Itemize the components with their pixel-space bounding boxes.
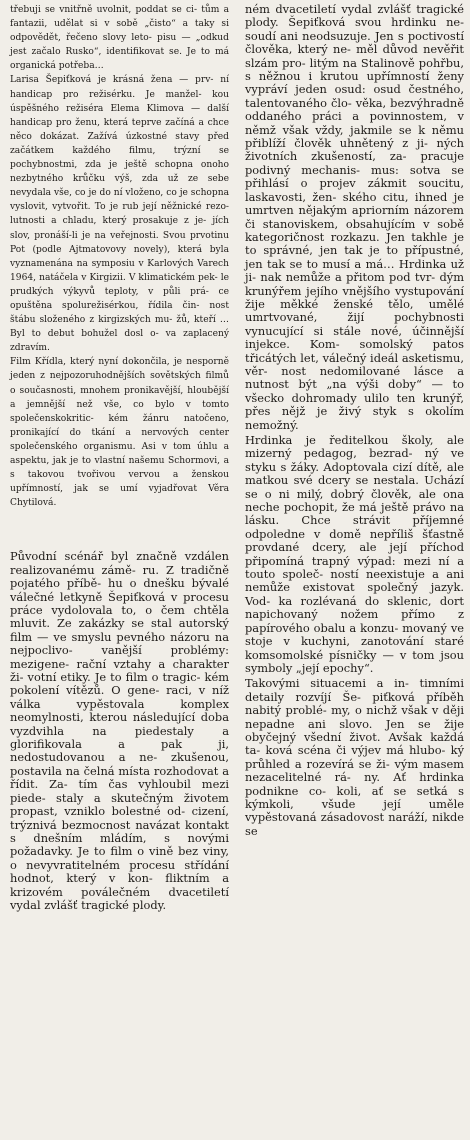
paragraph: Film Křídla, který nyní dokončila, je nesporně jeden z nejpozoruhodnějších sovětských filmů o současnosti, mnohem pronikavější, hloubější a jemnější než vše, co bylo v tomto společenskokritic- kém žánru natočeno, pronikající do tkání a nervových center společenského organismu. Asi v tom úhlu a aspektu, jak je to vlastní našemu Schormovi, a s takovou tvořivou vervou a ženskou upřímností, jak se umí vyjadřovat Věra Chytilová.	[10, 357, 229, 509]
paragraph: Původní scénář byl značně vzdálen realizovanému zámě- ru. Z tradičně pojatého příbě- hu o dnešku bývalé válečné letkyně Šepiťková v procesu práce vydolovala to, o čem chtěla mluvit. Ze zakázky se stal autorský film — ve smyslu pevného názoru na nejpoclivo- vanější problémy: mezigene- rační vztahy a charakter ži- votní etiky. Je to film o tragic- kém pokolení vítězů. O gene- raci, v níž válka vypěstovala komplex neomylnosti, kterou následující doba vyzdvihla na piedestaly a glorifikovala a pak ji, nedostudovanou a ne- zkušenou, postavila na čelná místa rozhodovat a řídit. Za- tím čas vyhloubil mezi piede- staly a skutečným životem propast, vzniklo bolestné od- cizení, trýznivá bezmocnost navázat kontakt s dnešním mládím, s novými požadavky. Je to film o vině bez viny, o nevyvratitelném procesu střídání hodnot, který v kon- fliktním a krizovém poválečném dvacetiletí vydal zvlášť tragické plody.	[10, 549, 229, 912]
right-column	[245, 3, 464, 1140]
section-spacer	[10, 510, 229, 550]
paragraph: Larisa Šepiťková je krásná žena — prv- ní handicap pro režisérku. Je manžel- kou úspěšného režiséra Elema Klimova — další handicap pro ženu, která teprve začíná a chce něco dokázat. Zažívá úzkostné stavy před začátkem každého filmu, trýzní se pochybnostmi, zda je ještě schopna onoho nezbytného krůčku výš, zda už ze sebe nevydala vše, co je do ní vloženo, co je schopna vyslovit, vytvořit. To je rub její něžnické rezo- lutnosti a chladu, který prosakuje z je- jích slov, pronáší-li je na veřejnosti. Svou prvotinu Pot (podle Ajtmatovovy novely), která byla vyznamenána na symposiu v Karlových Varech 1964, natáčela v Kirgizii. V klimatickém pek- le prudkých výkyvů teploty, v půli prá- ce opuštěna spolurežisérkou, řídila čin- nost štábu složeného z kirgizských mu- žů, kteří … Byl to debut bohužel dosl o- va zaplacený zdravím.	[10, 75, 229, 354]
main-article-left	[10, 550, 229, 912]
paragraph: ném dvacetiletí vydal zvlášť tragické plody. Šepiťková svou hrdinku ne- soudí ani neodsuzuje. Jen s poctivostí člověka, který ne- měl důvod nevěřit slzám pro- litým na Stalinově pohřbu, s něžnou i krutou upřímností ženy vypráví jeden osud: osud čestného, talentovaného člo- věka, bezvýhradně oddaného práci a povinnostem, v němž však vždy, jakmile se k němu přiblíží člověk uhnětený z ji- ných životních zkušeností, za- pracuje podivný mechanis- mus: sotva se přihlásí o projev zákmit soucitu, laskavosti, žen- ského citu, ihned je umrtven nějakým apriorním názorem či stanoviskem, obsahujícím v sobě kategoričnost rozkazu. Jen takhle je to správné, jen tak je to přípustné, jen tak se to musí a má… Hrdinka už ji- nak nemůže a přitom pod tvr- dým krunýřem jejího vnějšího vystupování žije měkké ženské tělo, umělé umrtvované, žijí pochybnosti vynucující si stále nové, účinnější injekce. Kom- somolský patos třicátých let, válečný ideál asketismu, věr- nost nedomilované lásce a nutnost být „na výši doby“ — to všecko dohromady ulilo ten krunýř, přes nějž je živý styk s okolím nemožný.	[245, 2, 464, 432]
left-column	[10, 3, 229, 1140]
paragraph: Hrdinka je ředitelkou školy, ale mizerný pedagog, bezrad- ný ve styku s žáky. Adoptovala cizí dítě, ale matkou své dcery se nestala. Uchází se o ni milý, dobrý člověk, ale ona neche pochopit, že má ještě právo na lásku. Chce strávit příjemné odpoledne v domě nepříliš šťastně provdané dcery, ale její příchod připomíná trapný výpad: mezi ní a touto společ- ností neexistuje a ani nemůže existovat společný jazyk. Vod- ka rozlévaná do sklenic, dort napichovaný nožem přímo z papírového obalu a konzu- movaný ve stoje v kuchyni, zanotování staré komsomolské písničky — v tom jsou symboly „její epochy“.	[245, 433, 464, 675]
paragraph: třebuji se vnitřně uvolnit, poddat se ci- tům a fantazii, udělat si v sobě „čisto“ a taky si odpovědět, řečeno slovy leto- pisu — „odkud jest začalo Rusko“, identifikovat se. Je to má organická potřeba…	[10, 5, 229, 72]
paragraph: Takovými situacemi a in- timními detaily rozvíjí Še- piťková příběh nabitý problé- my, o nichž však v ději nepadne ani slovo. Jen se žije obyčejný všední život. Avšak každá ta- ková scéna či výjev má hlubo- ký průhled a rozevírá se ži- vým masem nezacelitelné rá- ny. Ať hrdinka podnikne co- koli, ať se setká s kýmkoli, všude její uměle vypěstovaná zásadovost naráží, nikde se	[245, 676, 464, 838]
interview-excerpt	[10, 3, 229, 510]
